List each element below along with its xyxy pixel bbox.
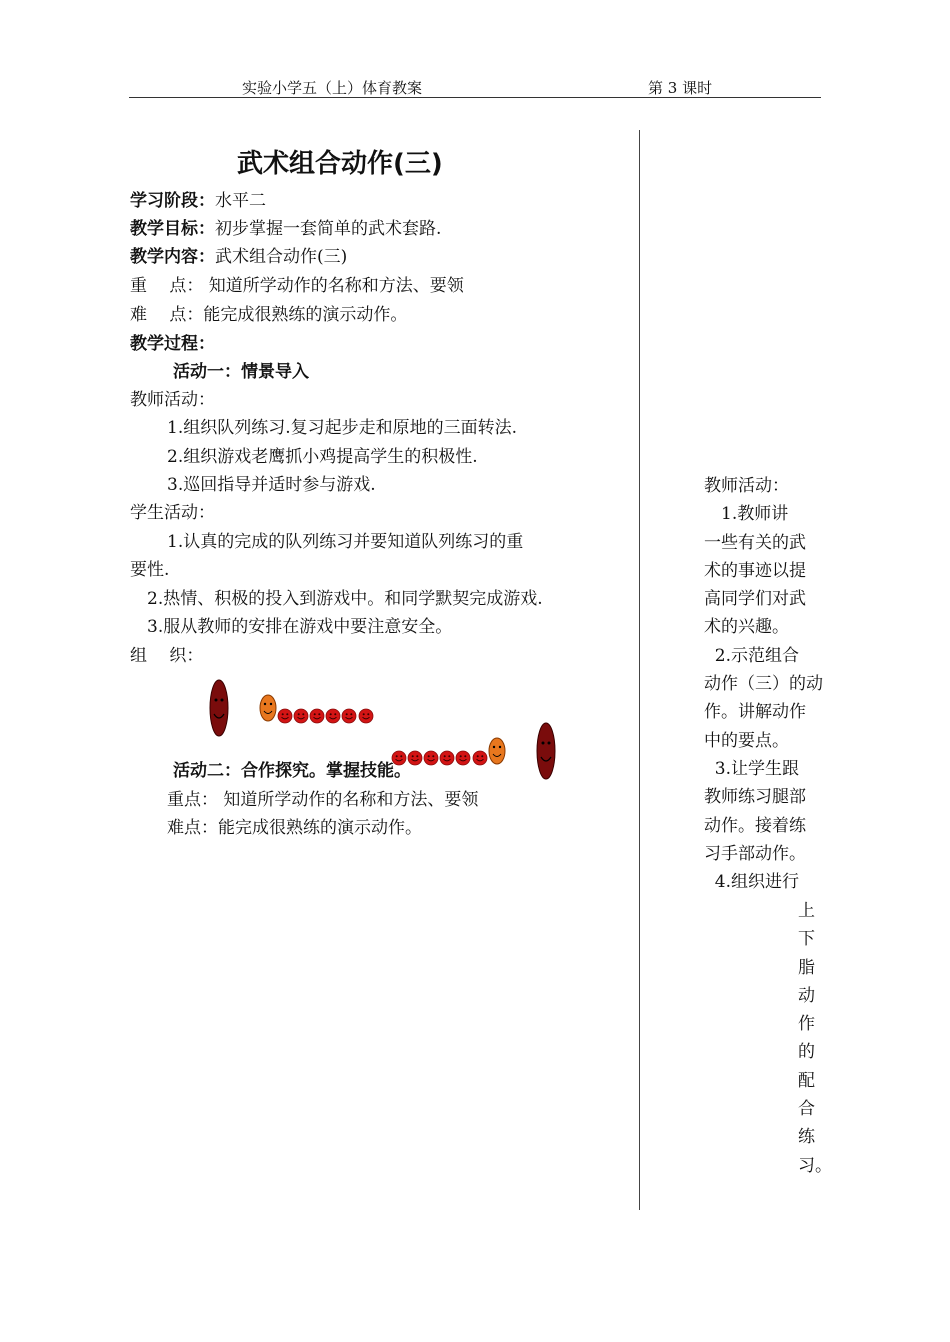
hen-figure-right [489, 738, 505, 764]
eagle-figure-left [210, 680, 228, 736]
stage-value: 水平二 [215, 191, 266, 211]
student-activity-label: 学生活动： [130, 503, 215, 523]
teacher-item-1: 1.组织队列练习.复习起步走和原地的三面转法. [167, 418, 518, 438]
vertical-char: 脂 [798, 957, 815, 978]
chick-row-top [278, 709, 373, 723]
vertical-char: 作 [798, 1014, 815, 1035]
student-item-3: 3.服从教师的安排在游戏中要注意安全。 [147, 617, 453, 637]
difficulty-2: 难点：能完成很熟练的演示动作。 [167, 818, 422, 838]
activity2-heading: 活动二：合作探究。掌握技能。 [173, 761, 411, 781]
vertical-char: 练 [798, 1127, 815, 1148]
vertical-char: 动 [798, 985, 815, 1006]
right-line: 高同学们对武 [704, 589, 806, 610]
right-line: 教师练习腿部 [704, 787, 806, 808]
right-line: 2.示范组合 [704, 645, 800, 666]
right-line: 术的事迹以提 [704, 560, 806, 581]
organization-label: 组 织： [130, 646, 204, 666]
header-lesson-number: 第 3 课时 [648, 79, 713, 97]
right-line: 3.让学生跟 [704, 758, 800, 779]
right-line: 作。讲解动作 [704, 702, 806, 723]
header-school-title: 实验小学五（上）体育教案 [242, 79, 423, 97]
eagle-figure-right [537, 723, 555, 779]
goal-label: 教学目标： [130, 219, 215, 239]
teacher-item-2: 2.组织游戏老鹰抓小鸡提高学生的积极性. [167, 447, 478, 467]
vertical-char: 下 [798, 929, 815, 950]
student-item-1a: 1.认真的完成的队列练习并要知道队列练习的重 [167, 532, 524, 552]
right-vertical-text [798, 897, 832, 1180]
right-line: 教师活动： [704, 476, 789, 496]
student-item-2: 2.热情、积极的投入到游戏中。和同学默契完成游戏. [147, 589, 543, 609]
activity1-heading: 活动一：情景导入 [173, 362, 309, 382]
vertical-char: 上 [798, 901, 815, 921]
right-line: 1.教师讲 [704, 504, 789, 525]
teacher-activity-label: 教师活动： [130, 390, 215, 410]
right-line: 一些有关的武 [704, 532, 806, 553]
student-item-1b: 要性. [130, 560, 170, 580]
right-line: 中的要点。 [704, 730, 789, 751]
stage-label: 学习阶段： [130, 191, 215, 211]
key-point-line: 重 点： 知道所学动作的名称和方法、要领 [130, 276, 464, 296]
right-line: 动作（三）的动 [704, 674, 823, 695]
vertical-char: 配 [798, 1070, 815, 1091]
process-label: 教学过程： [130, 334, 215, 354]
right-line: 动作。接着练 [704, 815, 806, 836]
key-point-2: 重点： 知道所学动作的名称和方法、要领 [167, 790, 479, 810]
page-title: 武术组合动作(三) [237, 149, 443, 179]
vertical-char: 的 [798, 1042, 815, 1063]
difficulty-line: 难 点：能完成很熟练的演示动作。 [130, 305, 408, 325]
right-column-notes [704, 472, 823, 896]
goal-value: 初步掌握一套简单的武术套路. [215, 219, 442, 239]
content-label: 教学内容： [130, 247, 215, 267]
content-value: 武术组合动作(三) [215, 247, 348, 267]
vertical-char: 习。 [798, 1155, 832, 1176]
vertical-char: 合 [798, 1099, 815, 1120]
right-line: 4.组织进行 [704, 872, 800, 893]
teacher-item-3: 3.巡回指导并适时参与游戏. [167, 475, 376, 495]
right-line: 习手部动作。 [704, 843, 806, 864]
right-line: 术的兴趣。 [704, 617, 789, 638]
hen-figure-left [260, 695, 276, 721]
